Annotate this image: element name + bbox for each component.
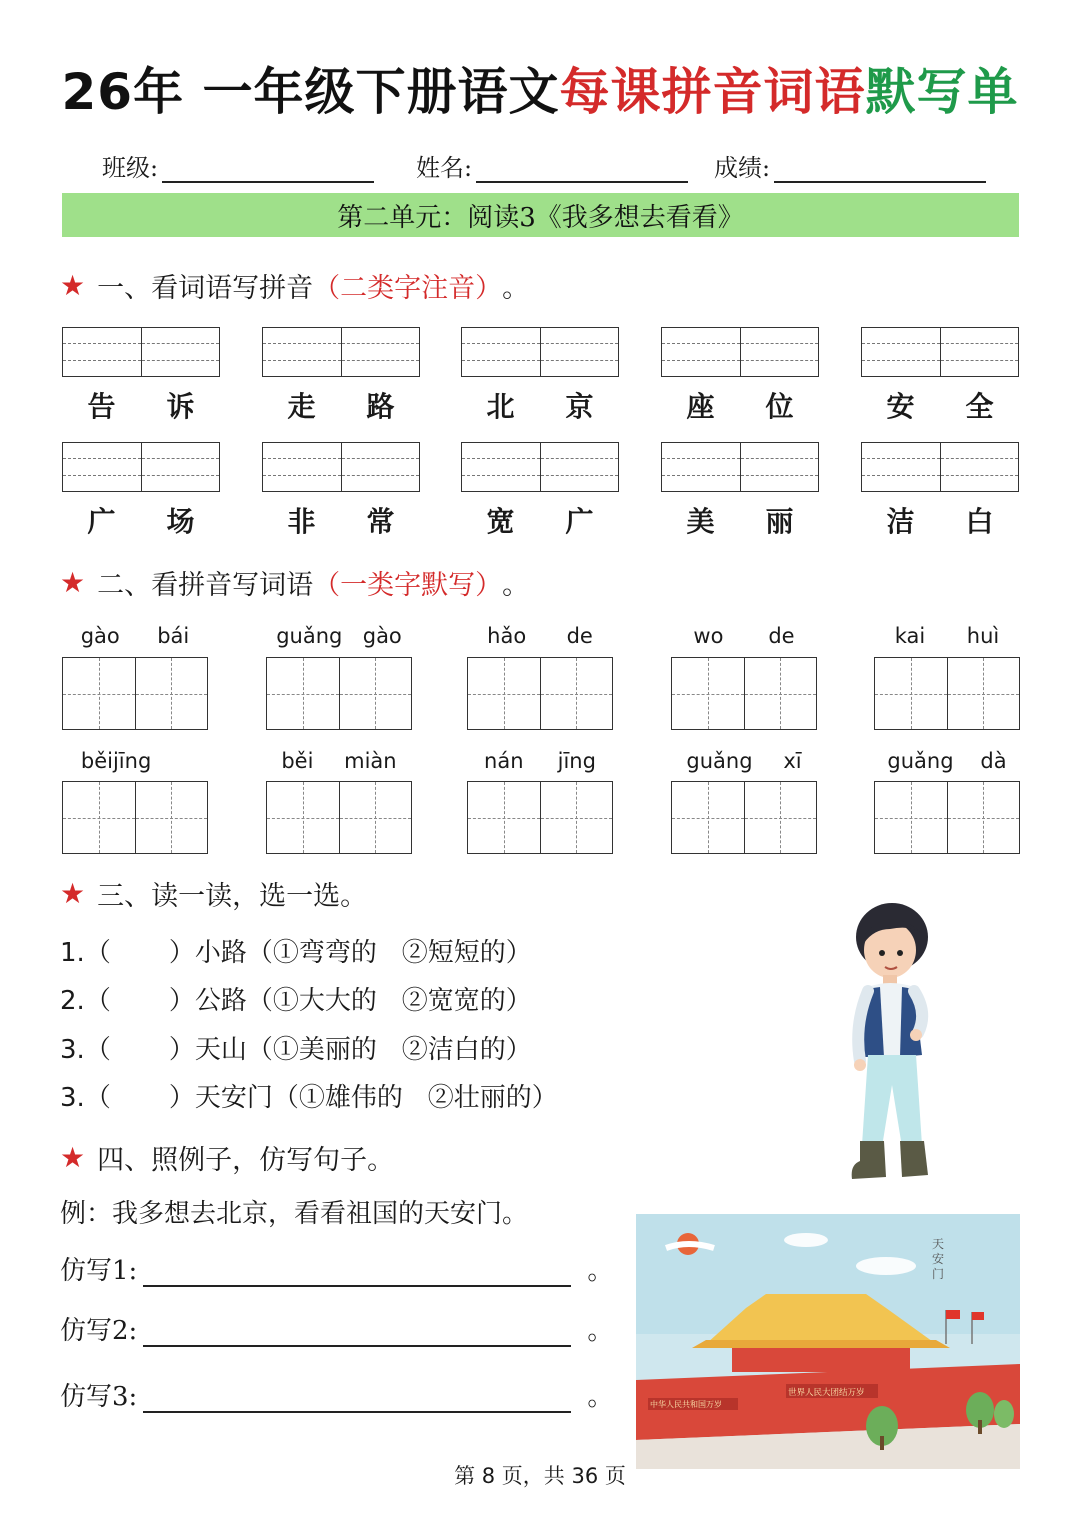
pinyin-writing-box[interactable]: [62, 442, 220, 492]
pinyin-syllable: miàn: [344, 749, 397, 773]
example-sentence: 例：我多想去北京，看看祖国的天安门。: [60, 1199, 529, 1229]
star-icon: ★: [60, 269, 86, 302]
name-input[interactable]: [476, 153, 688, 183]
pinyin-label: [671, 749, 817, 773]
vocab-char: 常: [366, 505, 395, 538]
question-item: 1.（ ）小路（①弯弯的 ②短短的）: [60, 938, 532, 968]
pinyin-writing-box[interactable]: [661, 327, 819, 377]
pinyin-label: [467, 624, 613, 648]
pinyin-writing-box[interactable]: [262, 442, 420, 492]
pinyin-writing-box[interactable]: [461, 442, 619, 492]
vocab-char: 非: [287, 505, 316, 538]
vocab-char: 白: [965, 505, 994, 538]
vocab-char: 洁: [886, 505, 915, 538]
vocab-char: 路: [366, 390, 395, 423]
page-footer: 第 8 页，共 36 页: [454, 1464, 626, 1488]
pinyin-syllable: hǎo: [487, 624, 527, 648]
vocab-char: 场: [166, 505, 195, 538]
pinyin-writing-box[interactable]: [262, 327, 420, 377]
pinyin-syllable: nán: [484, 749, 524, 773]
pinyin-syllable: guǎng: [686, 749, 753, 773]
tian-character-grid[interactable]: [671, 657, 817, 730]
name-label: 姓名:: [416, 154, 473, 182]
vocab-word: [861, 385, 1019, 425]
imitation-input-3[interactable]: [143, 1381, 571, 1413]
tian-character-grid[interactable]: [874, 657, 1020, 730]
pinyin-label: [671, 624, 817, 648]
vocab-word: [262, 500, 420, 540]
tian-character-grid[interactable]: [467, 781, 613, 854]
vocab-char: 美: [686, 505, 715, 538]
pinyin-syllable: guǎng: [276, 624, 343, 648]
banner-right-text: 世界人民大团结万岁: [788, 1388, 865, 1398]
pinyin-syllable: běi: [281, 749, 314, 773]
pinyin-syllable: guǎng: [887, 749, 954, 773]
boy-illustration: [830, 895, 970, 1195]
banner-left-text: 中华人民共和国万岁: [650, 1400, 722, 1409]
question-item: 2.（ ）公路（①大大的 ②宽宽的）: [60, 986, 532, 1016]
vocab-word: [62, 385, 220, 425]
vocab-char: 位: [765, 390, 794, 423]
unit-banner: 第二单元：阅读3《我多想去看看》: [62, 193, 1019, 237]
score-input[interactable]: [774, 153, 986, 183]
star-icon: ★: [60, 877, 86, 910]
tian-character-grid[interactable]: [671, 781, 817, 854]
pinyin-syllable: wo: [693, 624, 724, 648]
page-title: 26年 一年级下册语文每课拼音词语默写单: [61, 63, 1019, 121]
pinyin-label: [62, 624, 208, 648]
pinyin-syllable: dà: [980, 749, 1007, 773]
vocab-char: 丽: [765, 505, 794, 538]
vocab-word: [861, 500, 1019, 540]
pinyin-syllable: xī: [783, 749, 802, 773]
imitation-line-3: 仿写3: 。: [60, 1382, 614, 1412]
section4-heading: ★ 四、照例子，仿写句子。: [60, 1141, 395, 1176]
vocab-word: [262, 385, 420, 425]
vocab-char: 宽: [486, 505, 515, 538]
imitation-line-1: 仿写1: 。: [60, 1256, 614, 1286]
tiananmen-illustration: [636, 1214, 1020, 1469]
score-field: [714, 148, 986, 183]
section2-heading: ★ 二、看拼音写词语 （一类字默写） 。: [60, 566, 530, 601]
pinyin-writing-box[interactable]: [861, 327, 1019, 377]
pinyin-writing-box[interactable]: [661, 442, 819, 492]
vocab-char: 全: [965, 390, 994, 423]
vocab-word: [461, 500, 619, 540]
pinyin-writing-box[interactable]: [62, 327, 220, 377]
pinyin-syllable: gào: [362, 624, 402, 648]
section1-heading: ★ 一、看词语写拼音 （二类字注音） 。: [60, 269, 530, 304]
pinyin-syllable: jīng: [557, 749, 596, 773]
pinyin-label: [266, 624, 412, 648]
vocab-char: 北: [486, 390, 515, 423]
pinyin-syllable: bái: [157, 624, 190, 648]
score-label: 成绩:: [714, 154, 771, 182]
pinyin-writing-box[interactable]: [461, 327, 619, 377]
tian-character-grid[interactable]: [266, 657, 412, 730]
vocab-char: 广: [565, 505, 594, 538]
star-icon: ★: [60, 566, 86, 599]
vocab-word: [62, 500, 220, 540]
pinyin-syllable: gào: [80, 624, 120, 648]
vocab-word: [661, 500, 819, 540]
tian-character-grid[interactable]: [266, 781, 412, 854]
imitation-input-1[interactable]: [143, 1255, 571, 1287]
name-field: [416, 148, 688, 183]
vocab-word: [461, 385, 619, 425]
vocab-char: 座: [686, 390, 715, 423]
class-input[interactable]: [162, 153, 374, 183]
vocab-char: 安: [886, 390, 915, 423]
pinyin-label: [62, 749, 208, 773]
imitation-input-2[interactable]: [143, 1315, 571, 1347]
vocab-char: 告: [87, 390, 116, 423]
pinyin-syllable: de: [768, 624, 795, 648]
pinyin-label: [874, 624, 1020, 648]
pinyin-syllable: huì: [966, 624, 1000, 648]
tian-character-grid[interactable]: [62, 657, 208, 730]
tian-character-grid[interactable]: [874, 781, 1020, 854]
vocab-char: 广: [87, 505, 116, 538]
section3-heading: ★ 三、读一读，选一选。: [60, 877, 368, 912]
class-label: 班级:: [102, 154, 159, 182]
question-item: 3.（ ）天安门（①雄伟的 ②壮丽的）: [60, 1083, 558, 1113]
vocab-word: [661, 385, 819, 425]
class-field: [102, 148, 374, 183]
tian-character-grid[interactable]: [467, 657, 613, 730]
tian-character-grid[interactable]: [62, 781, 208, 854]
pinyin-syllable: kai: [894, 624, 926, 648]
imitation-line-2: 仿写2: 。: [60, 1316, 614, 1346]
vocab-char: 诉: [166, 390, 195, 423]
pinyin-syllable: běijīng: [80, 749, 152, 773]
pinyin-writing-box[interactable]: [861, 442, 1019, 492]
question-item: 3.（ ）天山（①美丽的 ②洁白的）: [60, 1035, 532, 1065]
pinyin-label: [874, 749, 1020, 773]
vocab-char: 走: [287, 390, 316, 423]
star-icon: ★: [60, 1141, 86, 1174]
vocab-char: 京: [565, 390, 594, 423]
pinyin-label: [467, 749, 613, 773]
gate-sign-text: 天安门: [932, 1237, 945, 1281]
pinyin-syllable: de: [566, 624, 593, 648]
pinyin-label: [266, 749, 412, 773]
